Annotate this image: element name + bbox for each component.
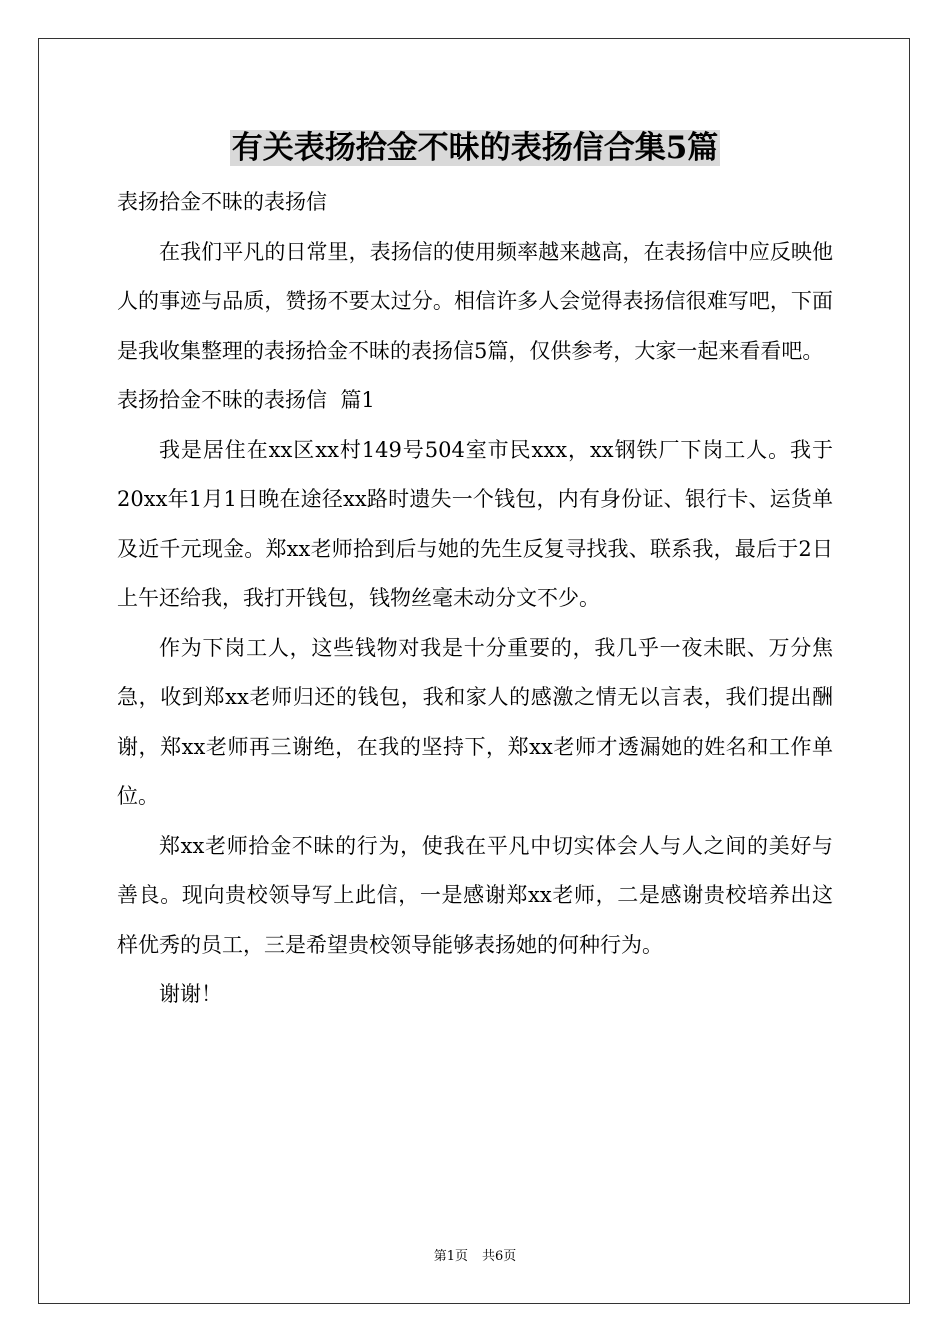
intro-paragraph: 在我们平凡的日常里，表扬信的使用频率越来越高，在表扬信中应反映他人的事迹与品质，赞扬不要太过分。相信许多人会觉得表扬信很难写吧，下面是我收集整理的表扬拾金不昧的表扬信5篇，仅供参考，大家一起来看看吧。 [117,239,833,363]
section-heading: 表扬拾金不昧的表扬信 篇1 [117,388,375,412]
body-paragraph-2: 作为下岗工人，这些钱物对我是十分重要的，我几乎一夜未眠、万分焦急，收到郑xx老师归还的钱包，我和家人的感激之情无以言表，我们提出酬谢，郑xx老师再三谢绝，在我的坚持下，郑xx老师才透漏她的姓名和工作单位。 [117,635,833,808]
page-number-total: 共6页 [482,1249,517,1264]
body-paragraph-1: 我是居住在xx区xx村149号504室市民xxx，xx钢铁厂下岗工人。我于20xx年1月1日晚在途径xx路时遗失一个钱包，内有身份证、银行卡、运货单及近千元现金。郑xx老师拾到后与她的先生反复寻找我、联系我，最后于2日上午还给我，我打开钱包，钱物丝毫未动分文不少。 [117,437,833,610]
page-footer [0,1248,950,1266]
document-body [117,178,833,1020]
page-number-current: 第1页 [433,1249,468,1264]
document-title [0,126,950,170]
intro-heading: 表扬拾金不昧的表扬信 [117,190,327,214]
document-title-text: 有关表扬拾金不昧的表扬信合集5篇 [231,130,719,166]
body-paragraph-3: 郑xx老师拾金不昧的行为，使我在平凡中切实体会人与人之间的美好与善良。现向贵校领导写上此信，一是感谢郑xx老师，二是感谢贵校培养出这样优秀的员工，三是希望贵校领导能够表扬她的何种行为。 [117,833,833,957]
closing-line: 谢谢！ [159,982,222,1006]
